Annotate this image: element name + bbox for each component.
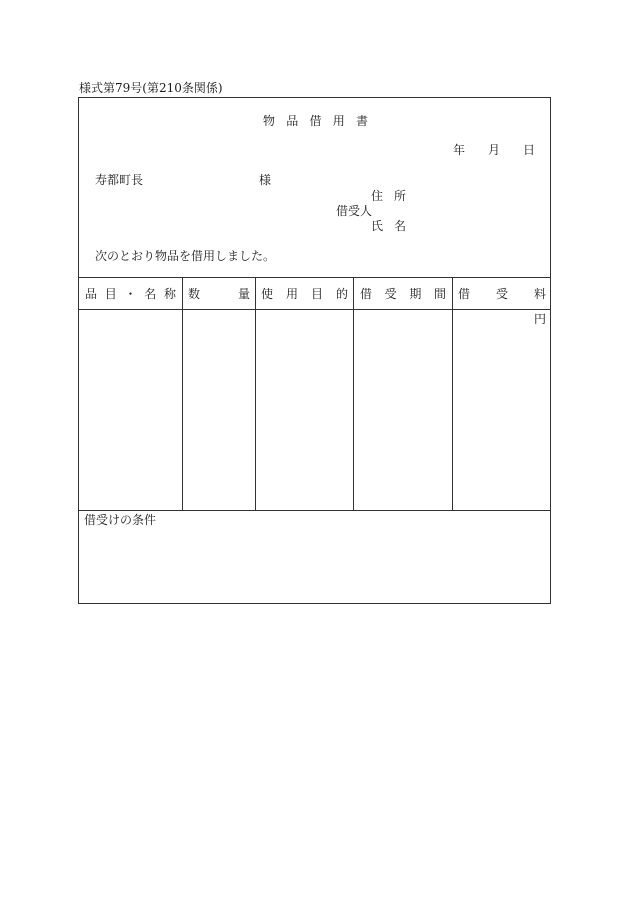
header-period: 借 受 期 間 (360, 287, 446, 301)
date-month-label: 月 (488, 143, 501, 157)
borrower-role-label: 借受人 (336, 204, 373, 218)
addressee-honorific: 様 (259, 173, 272, 187)
date-day-label: 日 (523, 143, 536, 157)
conditions-label: 借受けの条件 (84, 513, 157, 527)
table-bottom-line (78, 510, 551, 511)
borrower-address-label: 住 所 (371, 189, 406, 203)
date-year-label: 年 (453, 143, 466, 157)
header-fee: 借 受 料 (458, 287, 546, 301)
column-divider (255, 277, 256, 510)
header-item-name: 品 目 ・ 名 称 (85, 287, 176, 301)
header-bottom-line (78, 309, 551, 310)
borrower-name-label: 氏 名 (371, 219, 406, 233)
table-top-line (78, 277, 551, 278)
form-number: 様式第79号(第210条関係) (79, 81, 223, 95)
fee-unit-label: 円 (534, 312, 547, 326)
form-title: 物 品 借 用 書 (263, 114, 368, 128)
column-divider (452, 277, 453, 510)
column-divider (182, 277, 183, 510)
addressee-name: 寿都町長 (95, 173, 144, 187)
header-purpose: 使 用 目 的 (261, 287, 348, 301)
form-frame (78, 97, 551, 604)
header-quantity: 数 量 (188, 287, 250, 301)
statement-text: 次のとおり物品を借用しました。 (95, 249, 276, 263)
column-divider (353, 277, 354, 510)
